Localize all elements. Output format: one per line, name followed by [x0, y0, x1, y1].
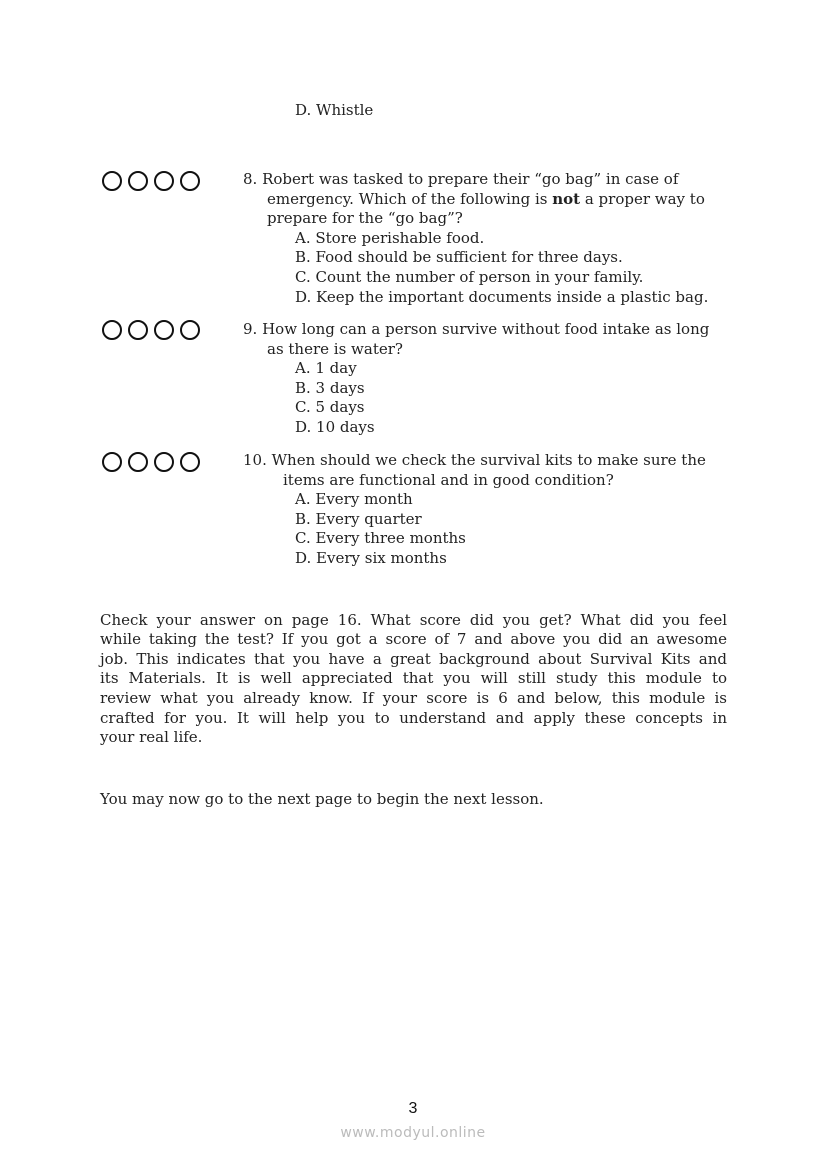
bubble[interactable]: [102, 452, 122, 472]
bubble[interactable]: [154, 171, 174, 191]
answer-bubbles[interactable]: [102, 452, 200, 472]
paragraph-line: your real life.: [100, 728, 203, 746]
answer-bubbles[interactable]: [102, 320, 200, 340]
bubble[interactable]: [128, 171, 148, 191]
bubble[interactable]: [102, 320, 122, 340]
bubble[interactable]: [180, 171, 200, 191]
answer-bubbles[interactable]: [102, 171, 200, 191]
question-stem: items are functional and in good condition?: [283, 471, 614, 489]
option-b: B. Food should be sufficient for three days.: [295, 248, 623, 266]
bubble[interactable]: [154, 320, 174, 340]
option-a: A. Every month: [295, 490, 413, 508]
bubble[interactable]: [128, 320, 148, 340]
page-number: 3: [408, 1100, 418, 1117]
bubble[interactable]: [180, 452, 200, 472]
question-stem: [267, 189, 705, 209]
paragraph-line: while taking the test? If you got a score of 7 and above you did an awesome: [100, 630, 727, 648]
option-a: A. 1 day: [295, 359, 357, 377]
bubble[interactable]: [102, 171, 122, 191]
option-d: D. Every six months: [295, 549, 447, 567]
question-stem: 10. When should we check the survival kits to make sure the: [243, 451, 706, 469]
paragraph-line: its Materials. It is well appreciated that you will still study this module to: [100, 669, 727, 687]
option-b: B. 3 days: [295, 379, 365, 397]
option-a: A. Store perishable food.: [295, 229, 485, 247]
next-lesson-text: You may now go to the next page to begin the next lesson.: [100, 790, 544, 808]
bubble[interactable]: [154, 452, 174, 472]
option-c: C. Every three months: [295, 529, 466, 547]
option-d: D. 10 days: [295, 418, 375, 436]
stem-text: emergency. Which of the following is: [267, 190, 553, 208]
option-c: C. 5 days: [295, 398, 365, 416]
paragraph-line: review what you already know. If your score is 6 and below, this module is: [100, 689, 727, 707]
question-stem: as there is water?: [267, 340, 403, 358]
question-stem: 8. Robert was tasked to prepare their “go bag” in case of: [243, 170, 679, 188]
option-b: B. Every quarter: [295, 510, 422, 528]
option-d: D. Keep the important documents inside a plastic bag.: [295, 288, 709, 306]
stem-text: a proper way to: [580, 190, 705, 208]
paragraph-line: Check your answer on page 16. What score did you get? What did you feel: [100, 611, 727, 629]
question-stem: 9. How long can a person survive without food intake as long: [243, 320, 710, 338]
bubble[interactable]: [180, 320, 200, 340]
watermark: www.modyul.online: [340, 1125, 486, 1141]
bubble[interactable]: [128, 452, 148, 472]
option-c: C. Count the number of person in your family.: [295, 268, 644, 286]
prev-option-d: D. Whistle: [295, 101, 374, 119]
paragraph-line: job. This indicates that you have a great background about Survival Kits and: [100, 650, 727, 668]
question-stem: prepare for the “go bag”?: [267, 209, 463, 227]
paragraph-line: crafted for you. It will help you to understand and apply these concepts in: [100, 709, 727, 727]
emphasis-not: not: [552, 190, 581, 208]
